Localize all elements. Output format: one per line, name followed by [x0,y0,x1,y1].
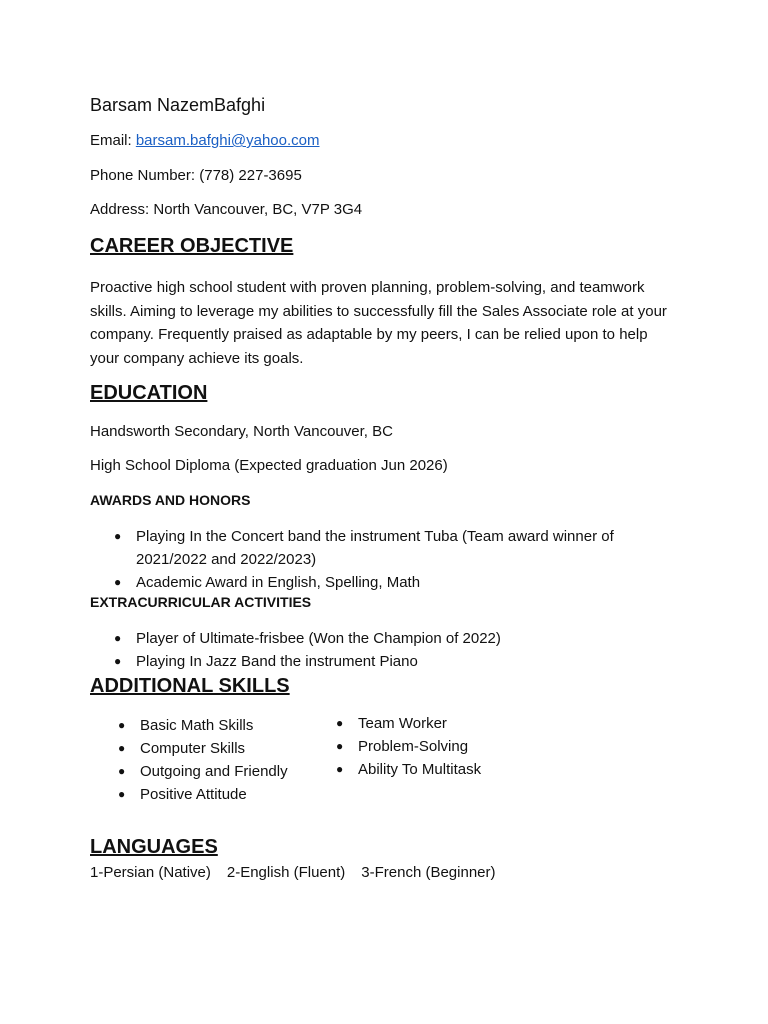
list-item [90,627,670,650]
languages-heading: LANGUAGES [90,836,218,858]
list-item [94,714,324,737]
list-item [90,525,670,571]
list-item [312,712,572,735]
skill-text: Team Worker [358,715,447,732]
activity-text: Playing In Jazz Band the instrument Piano [136,653,418,670]
career-objective-text: Proactive high school student with proven planning, problem-solving, and teamwork skills. Aiming to leverage my abilities to successfully fill the Sales Associate role at your company. Frequently praised as adaptable by my peers, I can be relied upon to help your company achieve its goals. [90,279,667,367]
bullet-icon: ● [336,762,344,776]
career-objective-heading: CAREER OBJECTIVE [90,235,294,257]
bullet-icon: ● [336,739,344,753]
skill-text: Ability To Multitask [358,761,482,778]
address-line: Address: North Vancouver, BC, V7P 3G4 [90,201,363,218]
skill-text: Outgoing and Friendly [140,763,288,780]
languages-row [90,864,496,881]
awards-list [90,525,670,594]
language-item: 2-English (Fluent) [226,864,346,881]
skills-list-left [94,714,324,806]
award-text: Playing In the Concert band the instrument Tuba (Team award winner of 2021/2022 and 2022/2023) [136,528,614,568]
activities-heading: EXTRACURRICULAR ACTIVITIES [90,594,312,610]
awards-heading: AWARDS AND HONORS [90,492,251,508]
additional-skills-heading: ADDITIONAL SKILLS [90,675,290,697]
skill-text: Problem-Solving [358,738,469,755]
list-item [90,571,670,594]
skill-text: Computer Skills [140,740,246,757]
bullet-icon: ● [118,718,126,732]
education-diploma: High School Diploma (Expected graduation Jun 2026) [90,457,448,474]
activities-list [90,627,670,673]
list-item [94,783,324,806]
list-item [312,735,572,758]
activity-text: Player of Ultimate-frisbee (Won the Champion of 2022) [136,630,501,647]
bullet-icon: ● [118,741,126,755]
bullet-icon: ● [114,575,122,589]
language-item: 3-French (Beginner) [361,864,496,881]
education-school: Handsworth Secondary, North Vancouver, BC [90,423,393,440]
skill-text: Basic Math Skills [140,717,254,734]
bullet-icon: ● [118,764,126,778]
email-line [90,132,320,149]
email-link[interactable]: barsam.bafghi@yahoo.com [135,132,320,149]
candidate-name: Barsam NazemBafghi [90,95,266,115]
bullet-icon: ● [114,631,122,645]
award-text: Academic Award in English, Spelling, Math [136,574,421,591]
email-label: Email: [90,132,136,149]
list-item [90,650,670,673]
list-item [94,737,324,760]
language-item: 1-Persian (Native) [90,864,211,881]
education-heading: EDUCATION [90,382,208,404]
list-item [312,758,572,781]
bullet-icon: ● [118,787,126,801]
phone-line: Phone Number: (778) 227-3695 [90,167,302,184]
bullet-icon: ● [336,716,344,730]
bullet-icon: ● [114,529,122,543]
bullet-icon: ● [114,654,122,668]
skill-text: Positive Attitude [140,786,247,803]
skills-list-right [312,712,572,781]
list-item [94,760,324,783]
